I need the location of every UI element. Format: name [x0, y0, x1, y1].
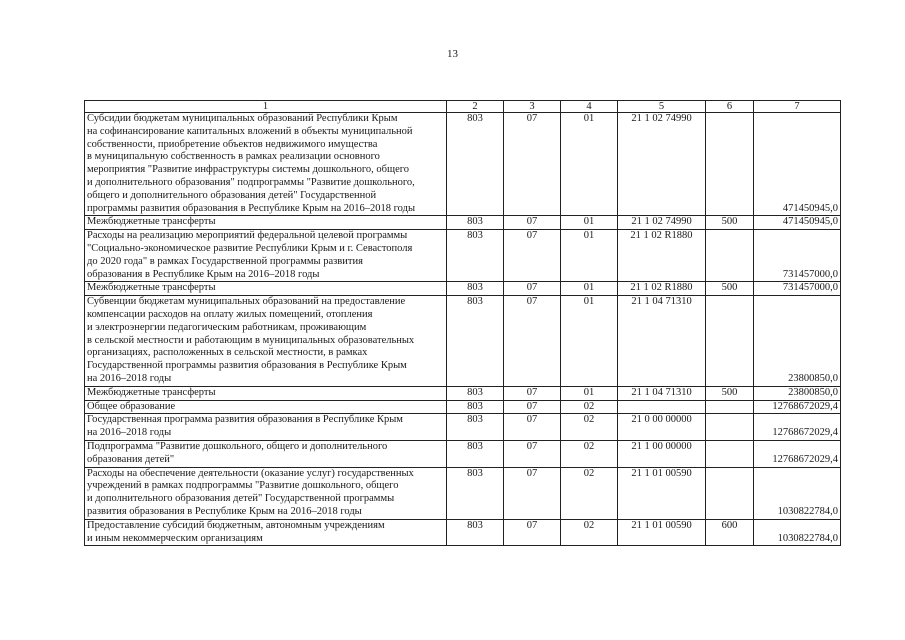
column-header: 1: [85, 101, 447, 113]
subsection-code-cell: 02: [561, 467, 618, 519]
target-item-cell: 21 1 01 00590: [618, 519, 706, 546]
subsection-code-cell: 01: [561, 113, 618, 216]
expense-type-cell: 600: [706, 519, 754, 546]
table-row: [85, 386, 841, 400]
expense-type-cell: [706, 230, 754, 282]
ministry-code-cell: 803: [447, 113, 504, 216]
budget-table: [84, 100, 841, 546]
amount-cell: 23800850,0: [754, 386, 841, 400]
row-name-cell: Подпрограмма "Развитие дошкольного, общего и дополнительного образования детей": [85, 440, 447, 467]
table-row: [85, 296, 841, 387]
subsection-code-cell: 01: [561, 282, 618, 296]
target-item-cell: 21 1 02 74990: [618, 216, 706, 230]
page-number: 13: [447, 48, 458, 60]
target-item-cell: 21 1 00 00000: [618, 440, 706, 467]
subsection-code-cell: 02: [561, 440, 618, 467]
ministry-code-cell: 803: [447, 519, 504, 546]
ministry-code-cell: 803: [447, 440, 504, 467]
row-name-cell: Субсидии бюджетам муниципальных образований Республики Крым на софинансирование капитальных вложений в объекты муниципальной собственности, приобретение объектов недвижимого имущества в муниципальную собственность в рамках реализации основного мероприятия "Развитие инфраструктуры системы дошкольного, общего и дополнительного образования" подпрограммы "Развитие дошкольного, общего и дополнительного образования детей" Государственной программы развития образования в Республике Крым на 2016–2018 годы: [85, 113, 447, 216]
subsection-code-cell: 01: [561, 230, 618, 282]
row-name-cell: Расходы на реализацию мероприятий федеральной целевой программы "Социально-экономическое развитие Республики Крым и г. Севастополя до 2020 года" в рамках Государственной программы развития образования в Республике Крым на 2016–2018 годы: [85, 230, 447, 282]
ministry-code-cell: 803: [447, 386, 504, 400]
target-item-cell: 21 1 02 R1880: [618, 282, 706, 296]
amount-cell: 731457000,0: [754, 230, 841, 282]
amount-cell: 12768672029,4: [754, 440, 841, 467]
expense-type-cell: 500: [706, 386, 754, 400]
row-name-cell: Межбюджетные трансферты: [85, 282, 447, 296]
section-code-cell: 07: [504, 386, 561, 400]
subsection-code-cell: 01: [561, 386, 618, 400]
column-header: 4: [561, 101, 618, 113]
amount-cell: 471450945,0: [754, 113, 841, 216]
column-header: 6: [706, 101, 754, 113]
expense-type-cell: [706, 400, 754, 414]
row-name-cell: Межбюджетные трансферты: [85, 216, 447, 230]
section-code-cell: 07: [504, 467, 561, 519]
ministry-code-cell: 803: [447, 400, 504, 414]
amount-cell: 731457000,0: [754, 282, 841, 296]
ministry-code-cell: 803: [447, 230, 504, 282]
target-item-cell: 21 1 04 71310: [618, 386, 706, 400]
ministry-code-cell: 803: [447, 296, 504, 387]
amount-cell: 12768672029,4: [754, 414, 841, 441]
subsection-code-cell: 02: [561, 414, 618, 441]
row-name-cell: Общее образование: [85, 400, 447, 414]
column-header: 5: [618, 101, 706, 113]
amount-cell: 1030822784,0: [754, 467, 841, 519]
expense-type-cell: [706, 467, 754, 519]
expense-type-cell: 500: [706, 216, 754, 230]
expense-type-cell: [706, 296, 754, 387]
column-header: 7: [754, 101, 841, 113]
amount-cell: 12768672029,4: [754, 400, 841, 414]
row-name-cell: Субвенции бюджетам муниципальных образований на предоставление компенсации расходов на оплату жилых помещений, отопления и электроэнергии педагогическим работникам, проживающим в сельской местности и работающим в муниципальных образовательных организациях, расположенных в сельской местности, в рамках Государственной программы развития образования в Республике Крым на 2016–2018 годы: [85, 296, 447, 387]
column-header: 3: [504, 101, 561, 113]
table-row: [85, 414, 841, 441]
table-row: [85, 216, 841, 230]
row-name-cell: Государственная программа развития образования в Республике Крым на 2016–2018 годы: [85, 414, 447, 441]
target-item-cell: 21 0 00 00000: [618, 414, 706, 441]
row-name-cell: Межбюджетные трансферты: [85, 386, 447, 400]
table-row: [85, 440, 841, 467]
amount-cell: 23800850,0: [754, 296, 841, 387]
subsection-code-cell: 01: [561, 296, 618, 387]
table-row: [85, 282, 841, 296]
section-code-cell: 07: [504, 400, 561, 414]
table-row: [85, 467, 841, 519]
row-name-cell: Расходы на обеспечение деятельности (оказание услуг) государственных учреждений в рамках подпрограммы "Развитие дошкольного, общего и дополнительного образования детей" Государственной программы развития образования в Республике Крым на 2016–2018 годы: [85, 467, 447, 519]
section-code-cell: 07: [504, 216, 561, 230]
table-row: [85, 113, 841, 216]
amount-cell: 471450945,0: [754, 216, 841, 230]
table-row: [85, 400, 841, 414]
target-item-cell: 21 1 04 71310: [618, 296, 706, 387]
expense-type-cell: [706, 414, 754, 441]
subsection-code-cell: 02: [561, 400, 618, 414]
section-code-cell: 07: [504, 113, 561, 216]
target-item-cell: 21 1 01 00590: [618, 467, 706, 519]
subsection-code-cell: 01: [561, 216, 618, 230]
ministry-code-cell: 803: [447, 414, 504, 441]
expense-type-cell: [706, 440, 754, 467]
amount-cell: 1030822784,0: [754, 519, 841, 546]
target-item-cell: 21 1 02 74990: [618, 113, 706, 216]
section-code-cell: 07: [504, 296, 561, 387]
ministry-code-cell: 803: [447, 216, 504, 230]
section-code-cell: 07: [504, 414, 561, 441]
row-name-cell: Предоставление субсидий бюджетным, автономным учреждениям и иным некоммерческим организациям: [85, 519, 447, 546]
ministry-code-cell: 803: [447, 467, 504, 519]
section-code-cell: 07: [504, 230, 561, 282]
table-row: [85, 519, 841, 546]
section-code-cell: 07: [504, 519, 561, 546]
subsection-code-cell: 02: [561, 519, 618, 546]
section-code-cell: 07: [504, 440, 561, 467]
section-code-cell: 07: [504, 282, 561, 296]
table-row: [85, 230, 841, 282]
target-item-cell: [618, 400, 706, 414]
column-header: 2: [447, 101, 504, 113]
table-header-row: [85, 101, 841, 113]
expense-type-cell: [706, 113, 754, 216]
ministry-code-cell: 803: [447, 282, 504, 296]
expense-type-cell: 500: [706, 282, 754, 296]
target-item-cell: 21 1 02 R1880: [618, 230, 706, 282]
